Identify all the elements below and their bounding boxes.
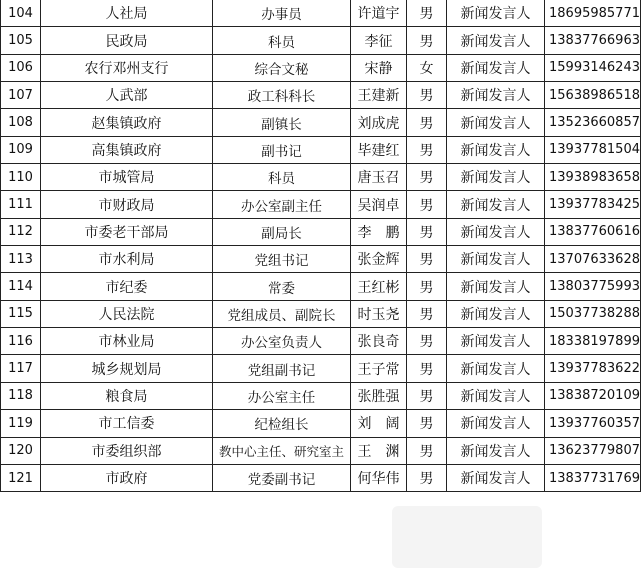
cell-gender: 男: [407, 273, 447, 300]
cell-name: 张良奇: [351, 328, 407, 355]
cell-unit: 高集镇政府: [41, 136, 213, 163]
cell-position: 常委: [213, 273, 351, 300]
table-row: [1, 464, 641, 491]
cell-number: 108: [1, 109, 41, 136]
cell-unit: 市政府: [41, 464, 213, 491]
cell-position: 政工科科长: [213, 82, 351, 109]
cell-title: 新闻发言人: [447, 246, 545, 273]
table-row: [1, 27, 641, 54]
cell-unit: 人武部: [41, 82, 213, 109]
table-row: [1, 82, 641, 109]
cell-position: 党组成员、副院长: [213, 300, 351, 327]
cell-phone: 15993146243: [545, 54, 641, 81]
cell-gender: 男: [407, 164, 447, 191]
cell-number: 106: [1, 54, 41, 81]
cell-unit: 人社局: [41, 0, 213, 27]
table-row: [1, 0, 641, 27]
cell-gender: 男: [407, 191, 447, 218]
cell-position: 办公室负责人: [213, 328, 351, 355]
cell-position: 党组副书记: [213, 355, 351, 382]
cell-gender: 男: [407, 300, 447, 327]
cell-name: 时玉尧: [351, 300, 407, 327]
cell-unit: 市委组织部: [41, 437, 213, 464]
cell-gender: 男: [407, 464, 447, 491]
cell-unit: 市水利局: [41, 246, 213, 273]
cell-phone: 13937781504: [545, 136, 641, 163]
cell-name: 宋静: [351, 54, 407, 81]
cell-number: 113: [1, 246, 41, 273]
cell-unit: 人民法院: [41, 300, 213, 327]
cell-position: 党组书记: [213, 246, 351, 273]
cell-gender: 女: [407, 54, 447, 81]
cell-position: 办公室主任: [213, 382, 351, 409]
cell-position: 党委副书记: [213, 464, 351, 491]
cell-name: 王 渊: [351, 437, 407, 464]
cell-phone: 18338197899: [545, 328, 641, 355]
cell-title: 新闻发言人: [447, 218, 545, 245]
cell-gender: 男: [407, 437, 447, 464]
cell-title: 新闻发言人: [447, 300, 545, 327]
cell-phone: 13837731769: [545, 464, 641, 491]
cell-unit: 赵集镇政府: [41, 109, 213, 136]
cell-unit: 市纪委: [41, 273, 213, 300]
cell-number: 110: [1, 164, 41, 191]
cell-name: 毕建红: [351, 136, 407, 163]
cell-name: 张胜强: [351, 382, 407, 409]
cell-number: 107: [1, 82, 41, 109]
cell-number: 120: [1, 437, 41, 464]
cell-phone: 13837766963: [545, 27, 641, 54]
cell-title: 新闻发言人: [447, 382, 545, 409]
cell-unit: 粮食局: [41, 382, 213, 409]
cell-gender: 男: [407, 136, 447, 163]
cell-title: 新闻发言人: [447, 109, 545, 136]
cell-title: 新闻发言人: [447, 355, 545, 382]
cell-phone: 15037738288: [545, 300, 641, 327]
table-row: [1, 410, 641, 437]
cell-phone: 13523660857: [545, 109, 641, 136]
watermark-overlay: [392, 506, 542, 568]
cell-name: 唐玉召: [351, 164, 407, 191]
cell-title: 新闻发言人: [447, 328, 545, 355]
cell-name: 王红彬: [351, 273, 407, 300]
cell-unit: 市工信委: [41, 410, 213, 437]
table-row: [1, 328, 641, 355]
cell-unit: 市委老干部局: [41, 218, 213, 245]
table-row: [1, 136, 641, 163]
cell-position: 教中心主任、研究室主: [213, 437, 351, 464]
table-row: [1, 191, 641, 218]
cell-position: 副镇长: [213, 109, 351, 136]
table-row: [1, 109, 641, 136]
cell-gender: 男: [407, 27, 447, 54]
cell-number: 117: [1, 355, 41, 382]
cell-gender: 男: [407, 109, 447, 136]
cell-phone: 13937783425: [545, 191, 641, 218]
cell-number: 105: [1, 27, 41, 54]
cell-title: 新闻发言人: [447, 27, 545, 54]
cell-phone: 13838720109: [545, 382, 641, 409]
cell-position: 综合文秘: [213, 54, 351, 81]
cell-unit: 农行邓州支行: [41, 54, 213, 81]
cell-number: 112: [1, 218, 41, 245]
table-row: [1, 355, 641, 382]
cell-gender: 男: [407, 218, 447, 245]
cell-phone: 13803775993: [545, 273, 641, 300]
cell-title: 新闻发言人: [447, 410, 545, 437]
cell-title: 新闻发言人: [447, 464, 545, 491]
cell-title: 新闻发言人: [447, 136, 545, 163]
cell-gender: 男: [407, 382, 447, 409]
cell-position: 科员: [213, 164, 351, 191]
cell-unit: 市财政局: [41, 191, 213, 218]
cell-gender: 男: [407, 328, 447, 355]
table-row: [1, 382, 641, 409]
cell-unit: 市林业局: [41, 328, 213, 355]
cell-phone: 13938983658: [545, 164, 641, 191]
cell-number: 104: [1, 0, 41, 27]
cell-position: 办事员: [213, 0, 351, 27]
cell-title: 新闻发言人: [447, 273, 545, 300]
cell-title: 新闻发言人: [447, 82, 545, 109]
cell-title: 新闻发言人: [447, 54, 545, 81]
cell-number: 114: [1, 273, 41, 300]
table-row: [1, 54, 641, 81]
cell-name: 吴润卓: [351, 191, 407, 218]
cell-gender: 男: [407, 82, 447, 109]
cell-position: 科员: [213, 27, 351, 54]
cell-name: 李 鹏: [351, 218, 407, 245]
cell-name: 李征: [351, 27, 407, 54]
cell-gender: 男: [407, 246, 447, 273]
cell-name: 许道宇: [351, 0, 407, 27]
cell-position: 副书记: [213, 136, 351, 163]
cell-gender: 男: [407, 0, 447, 27]
table-row: [1, 437, 641, 464]
cell-name: 张金辉: [351, 246, 407, 273]
cell-number: 118: [1, 382, 41, 409]
cell-unit: 城乡规划局: [41, 355, 213, 382]
table-row: [1, 246, 641, 273]
cell-name: 王建新: [351, 82, 407, 109]
cell-title: 新闻发言人: [447, 164, 545, 191]
cell-position: 副局长: [213, 218, 351, 245]
cell-number: 115: [1, 300, 41, 327]
cell-name: 王子常: [351, 355, 407, 382]
table-body: [1, 0, 641, 492]
cell-gender: 男: [407, 410, 447, 437]
cell-phone: 13937783622: [545, 355, 641, 382]
cell-unit: 市城管局: [41, 164, 213, 191]
table-row: [1, 300, 641, 327]
cell-phone: 13623779807: [545, 437, 641, 464]
table-row: [1, 273, 641, 300]
cell-number: 119: [1, 410, 41, 437]
table-row: [1, 164, 641, 191]
cell-title: 新闻发言人: [447, 437, 545, 464]
cell-number: 116: [1, 328, 41, 355]
cell-gender: 男: [407, 355, 447, 382]
cell-name: 何华伟: [351, 464, 407, 491]
cell-phone: 13707633628: [545, 246, 641, 273]
cell-number: 109: [1, 136, 41, 163]
cell-phone: 15638986518: [545, 82, 641, 109]
cell-number: 121: [1, 464, 41, 491]
cell-phone: 18695985771: [545, 0, 641, 27]
cell-title: 新闻发言人: [447, 0, 545, 27]
cell-position: 办公室副主任: [213, 191, 351, 218]
cell-name: 刘 阔: [351, 410, 407, 437]
cell-unit: 民政局: [41, 27, 213, 54]
cell-phone: 13937760357: [545, 410, 641, 437]
cell-position: 纪检组长: [213, 410, 351, 437]
table-row: [1, 218, 641, 245]
cell-number: 111: [1, 191, 41, 218]
cell-title: 新闻发言人: [447, 191, 545, 218]
cell-phone: 13837760616: [545, 218, 641, 245]
cell-name: 刘成虎: [351, 109, 407, 136]
